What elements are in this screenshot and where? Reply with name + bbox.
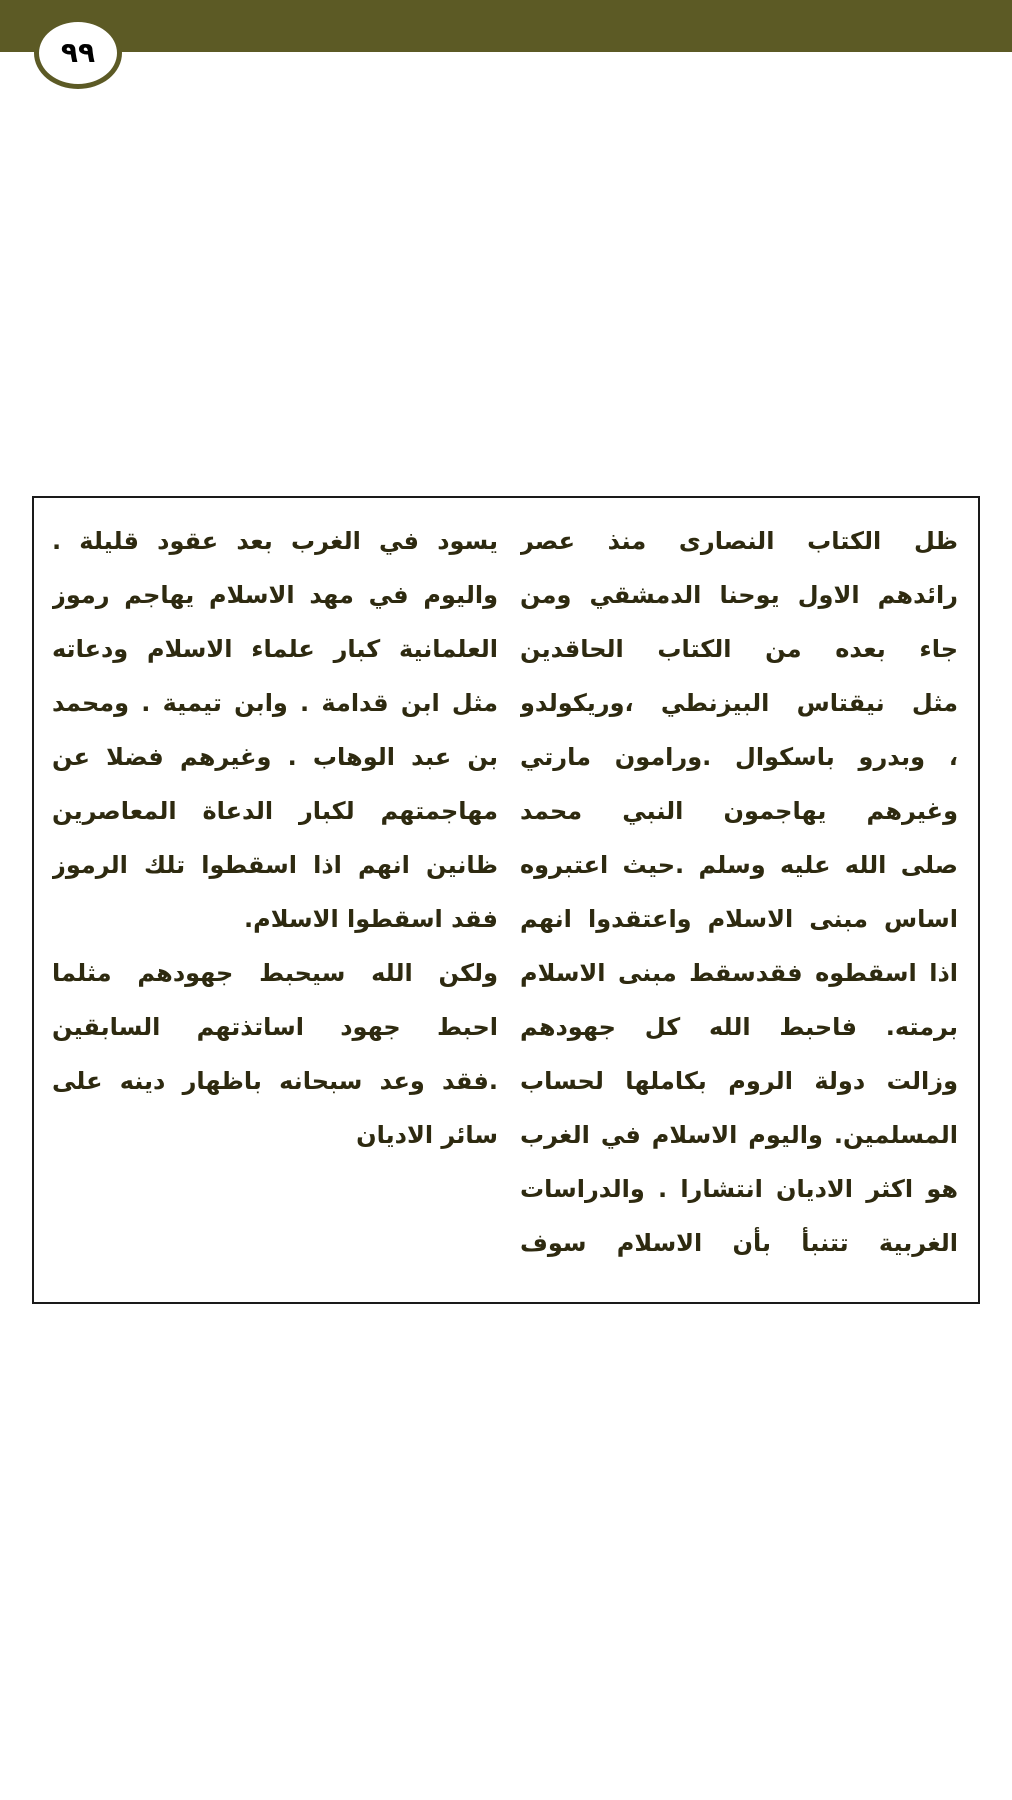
text-line: سائر الاديان (356, 1121, 498, 1149)
text-line: الغربية تتنبأ بأن الاسلام سوف (520, 1229, 958, 1257)
text-line: اساس مبنى الاسلام واعتقدوا انهم (520, 905, 958, 933)
text-line: جاء بعده من الكتاب الحاقدين (520, 635, 958, 663)
right-text-column (520, 514, 958, 1270)
text-frame (32, 496, 980, 1304)
text-line: رائدهم الاول يوحنا الدمشقي ومن (520, 581, 958, 609)
text-line: ، وبدرو باسكوال .ورامون مارتي (520, 743, 958, 771)
text-line: احبط جهود اساتذتهم السابقين (52, 1013, 498, 1041)
text-line: العلمانية كبار علماء الاسلام ودعاته (52, 635, 498, 663)
text-line: بن عبد الوهاب . وغيرهم فضلا عن (52, 743, 498, 771)
text-line: ظل الكتاب النصارى منذ عصر (520, 527, 958, 555)
left-text-column (52, 514, 498, 1162)
page-number: ٩٩ (60, 36, 96, 69)
text-line: مثل نيقتاس البيزنطي ،وريكولدو (520, 689, 958, 717)
text-line: فقد اسقطوا الاسلام. (244, 905, 498, 933)
text-line: واليوم في مهد الاسلام يهاجم رموز (52, 581, 498, 609)
text-line: مهاجمتهم لكبار الدعاة المعاصرين (52, 797, 498, 825)
text-line: وزالت دولة الروم بكاملها لحساب (520, 1067, 958, 1095)
text-line: .فقد وعد سبحانه باظهار دينه على (52, 1067, 498, 1095)
text-line: ولكن الله سيحبط جهودهم مثلما (52, 959, 498, 987)
text-line: المسلمين. واليوم الاسلام في الغرب (520, 1121, 958, 1149)
text-line: وغيرهم يهاجمون النبي محمد (520, 797, 958, 825)
page-number-badge (34, 17, 122, 89)
text-line: صلى الله عليه وسلم .حيث اعتبروه (520, 851, 958, 879)
text-line: يسود في الغرب بعد عقود قليلة . (52, 527, 498, 555)
top-band (0, 0, 1012, 52)
text-line: مثل ابن قدامة . وابن تيمية . ومحمد (52, 689, 498, 717)
text-line: هو اكثر الاديان انتشارا . والدراسات (520, 1175, 958, 1203)
text-line: اذا اسقطوه فقدسقط مبنى الاسلام (520, 959, 958, 987)
text-line: برمته. فاحبط الله كل جهودهم (520, 1013, 958, 1041)
text-line: ظانين انهم اذا اسقطوا تلك الرموز (52, 851, 498, 879)
